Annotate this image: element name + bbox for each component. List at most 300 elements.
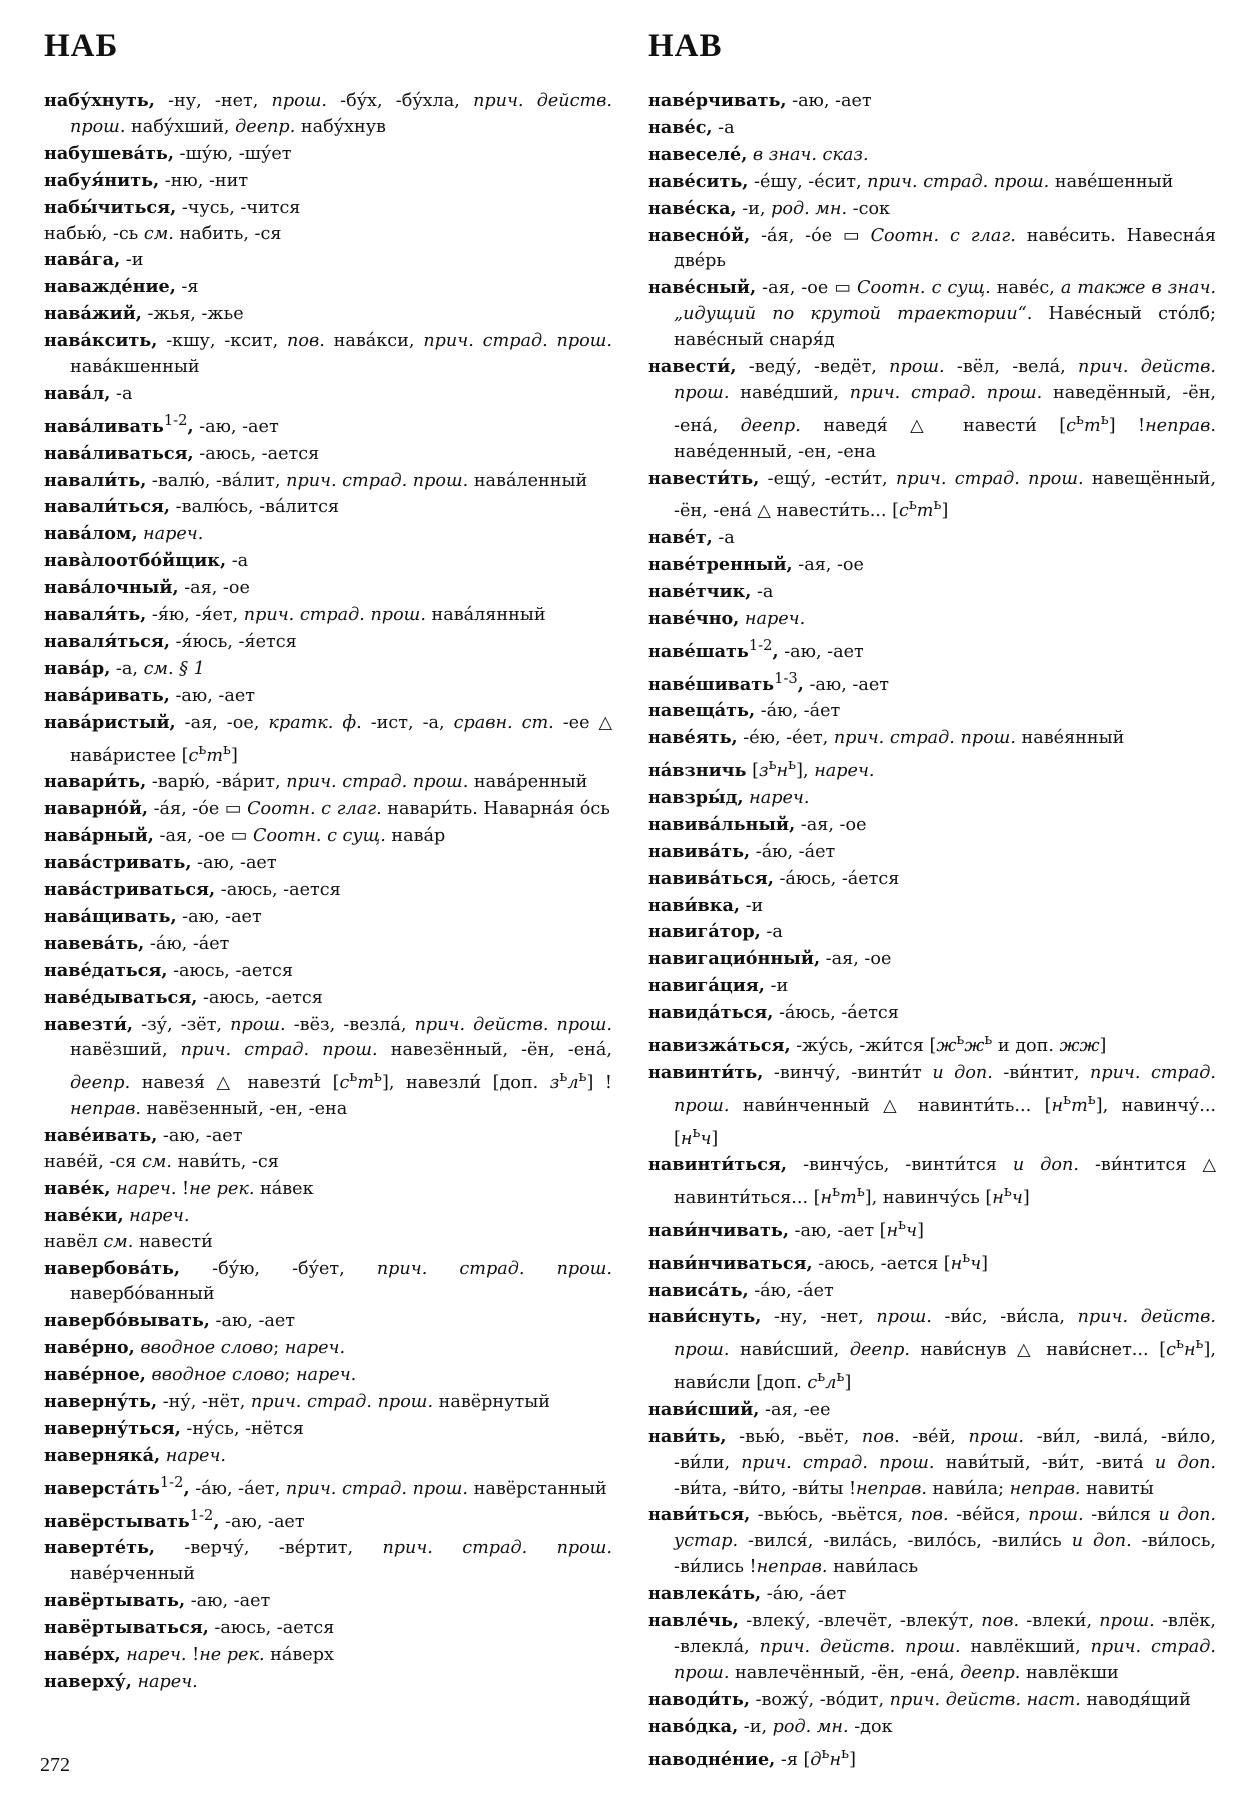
entry-text: ]	[917, 1220, 924, 1241]
grammar-label: прич. страд. прош.	[180, 1040, 378, 1061]
entry-text: -ист, -а,	[361, 712, 454, 733]
entry-text: -и	[740, 895, 764, 916]
entry-text: -аюсь, -ается	[215, 880, 341, 900]
grammar-label: с	[188, 745, 199, 766]
grammar-label: Соотн. с глаг.	[247, 799, 382, 820]
entry-text: -и	[764, 976, 789, 997]
dictionary-entry	[648, 223, 1216, 276]
grammar-label: ж	[936, 1035, 957, 1056]
entry-text: !	[176, 1178, 190, 1199]
superscript: ь	[1175, 1335, 1184, 1353]
entry-text: -аю, -ает	[778, 641, 864, 662]
entry-text: ]	[230, 745, 238, 766]
headword: ,	[183, 1477, 190, 1499]
headword: нава́ливать	[44, 415, 164, 437]
headword: наве́шивать	[648, 673, 775, 695]
superscript: ь	[223, 740, 231, 758]
entry-text: нава́ренный	[468, 772, 588, 793]
dictionary-entry	[44, 823, 612, 850]
grammar-label: нареч.	[814, 761, 875, 782]
entry-text: -аюсь, -ается	[193, 443, 320, 464]
headword: наверну́ть,	[44, 1391, 158, 1413]
entry-text: ]	[1022, 1188, 1030, 1209]
superscript: ь	[692, 1123, 701, 1141]
dictionary-entry	[648, 812, 1216, 839]
page-header-right: НАВ	[648, 28, 723, 64]
entry-text: -а	[751, 582, 774, 603]
headword: наве́т,	[648, 527, 713, 549]
superscript: 1-2	[159, 1473, 184, 1491]
dictionary-entry	[648, 839, 1216, 866]
page-header-left: НАБ	[44, 28, 119, 64]
dictionary-entry	[44, 1642, 612, 1669]
dictionary-entry	[44, 683, 612, 710]
entry-text: наве́янный	[1015, 728, 1125, 749]
grammar-label: прич. действ. наст.	[889, 1689, 1081, 1710]
dictionary-entry	[44, 1615, 612, 1642]
dictionary-entry	[44, 1230, 612, 1256]
grammar-label: сравн. ст.	[453, 712, 554, 733]
grammar-label: ч	[970, 1253, 982, 1274]
headword: набу́хнуть,	[44, 90, 155, 111]
superscript: 1-3	[774, 669, 798, 687]
entry-text: навлёкший,	[960, 1637, 1091, 1658]
dictionary-entry	[648, 1060, 1216, 1152]
dictionary-entry	[648, 1687, 1216, 1714]
entry-text: -ая, -ое	[795, 814, 867, 835]
headword: наве́даться,	[44, 959, 168, 981]
headword: наве́чно,	[648, 607, 740, 629]
dictionary-entry	[44, 1256, 612, 1309]
headword: наве́сить,	[648, 170, 749, 192]
entry-text: набить, -ся	[173, 223, 282, 244]
headword: навива́ть,	[648, 840, 751, 862]
headword: навали́ться,	[44, 496, 171, 518]
entry-text: -аю, -ает	[157, 1126, 243, 1147]
entry-text: наве́дший,	[729, 382, 850, 403]
entry-text: -и,	[736, 198, 772, 219]
superscript: ь	[817, 1368, 826, 1386]
grammar-label: не рек.	[199, 1644, 265, 1665]
grammar-label: прич. страд. прош.	[833, 728, 1016, 749]
headword: нави́ться,	[648, 1504, 751, 1526]
headword: нава́жий,	[44, 303, 142, 325]
entry-text: -е́шу, -е́сит,	[748, 171, 868, 192]
entry-text: -аюсь, -ается	[197, 987, 323, 1008]
headword: нава́ливаться,	[44, 442, 194, 464]
dictionary-entry	[44, 548, 612, 575]
headword: нава́лом,	[44, 523, 138, 545]
headword: наве́рное,	[44, 1364, 146, 1386]
headword: наважде́ние,	[44, 276, 176, 298]
entry-text: -аюсь, -ается	[167, 960, 293, 981]
headword: навинти́ть,	[648, 1061, 764, 1083]
dictionary-entry	[44, 850, 612, 877]
grammar-label: род. мн.	[771, 198, 848, 219]
grammar-label: прич. страд. прош.	[286, 470, 469, 491]
dictionary-entry	[44, 1012, 612, 1123]
superscript: ь	[349, 1068, 358, 1086]
grammar-label: прош.	[889, 357, 945, 378]
grammar-label: Соотн. с сущ.	[857, 278, 991, 299]
grammar-label: прич. страд. прош.	[243, 605, 426, 626]
superscript: ь	[836, 1368, 845, 1386]
dictionary-entry	[44, 1470, 612, 1503]
superscript: ь	[841, 1744, 850, 1762]
grammar-label: прич. страд. прош.	[867, 171, 1050, 192]
entry-text: ], навезли́ [доп.	[382, 1073, 550, 1094]
entry-text: -влеки́,	[1019, 1611, 1100, 1632]
dictionary-entry	[44, 88, 612, 141]
grammar-label: неправ.	[1145, 415, 1216, 436]
entry-text: ]	[941, 501, 949, 522]
superscript: ь	[898, 1215, 907, 1233]
grammar-label: прич. страд. прош.	[849, 382, 1043, 403]
dictionary-entry	[44, 602, 612, 629]
entry-text: нава́ленный	[468, 470, 588, 491]
superscript: ь	[956, 1031, 965, 1049]
entry-text: -влёк, -влекла́,	[674, 1611, 1216, 1658]
grammar-label: а также в знач. „идущий по крутой траектории“	[674, 278, 1217, 325]
grammar-label: н	[820, 1188, 833, 1209]
headword: навига́ция,	[648, 975, 765, 997]
entry-text: -а,	[110, 658, 144, 679]
grammar-label: с	[898, 501, 909, 522]
headword: наве́рчивать,	[648, 90, 787, 111]
entry-text: -аюсь, -ается [	[812, 1253, 951, 1274]
superscript: 1-2	[748, 636, 773, 654]
entry-text: -аю, -ает	[219, 1511, 305, 1532]
superscript: ь	[198, 740, 207, 758]
dictionary-entry	[44, 1335, 612, 1362]
entry-text: наве́денный, -ен, -ена	[674, 441, 876, 462]
superscript: ь	[856, 1183, 865, 1201]
grammar-label: кратк. ф.	[268, 712, 362, 733]
grammar-label: нареч.	[129, 1205, 190, 1226]
entry-text: -я [	[775, 1749, 811, 1770]
entry-text: -аю, -ает	[193, 416, 279, 437]
grammar-label: л	[567, 1073, 579, 1094]
headword: наве́тчик,	[648, 581, 752, 603]
headword: навеселе́,	[648, 143, 748, 165]
headword: навида́ться,	[648, 1002, 774, 1024]
entry-text: -я́ю, -я́ет,	[146, 605, 244, 626]
dictionary-entry	[648, 1581, 1216, 1608]
headword: наве́дываться,	[44, 986, 198, 1008]
entry-text: ], навинчу́... [	[674, 1095, 1217, 1149]
headword: наве́рх,	[44, 1643, 121, 1665]
grammar-label: н	[950, 1253, 963, 1274]
grammar-label: з	[758, 761, 769, 782]
entry-text: -ая, -ое	[178, 578, 250, 599]
grammar-label: н	[992, 1188, 1004, 1209]
grammar-label: с	[807, 1372, 818, 1393]
left-column	[44, 88, 612, 1696]
grammar-label: жж	[1059, 1035, 1100, 1056]
entry-text: наведённый, -ён, -ена́,	[674, 382, 1217, 436]
dictionary-entry	[648, 466, 1216, 526]
dictionary-entry	[648, 1152, 1216, 1212]
entry-text: -я́юсь, -я́ется	[169, 631, 297, 652]
dictionary-entry	[648, 1245, 1216, 1278]
entry-text: навербо́ванный	[70, 1284, 215, 1305]
entry-text: набу́хнув	[295, 116, 386, 137]
dictionary-entry	[44, 381, 612, 408]
dictionary-entry	[648, 633, 1216, 666]
grammar-label: нареч.	[126, 1644, 187, 1665]
entry-text: -ви́та, -ви́то, -ви́ты !	[674, 1478, 857, 1499]
headword: нава́лочный,	[44, 577, 179, 599]
headword: наварно́й,	[44, 798, 148, 820]
dictionary-entry	[44, 195, 612, 222]
entry-text: ],	[796, 761, 815, 782]
entry-text: -а́ю, -а́ет	[750, 841, 836, 862]
dictionary-entry	[44, 441, 612, 468]
entry-text: . Наве́сный сто́лб; наве́сный снаря́д	[674, 304, 1216, 351]
dictionary-entry	[44, 301, 612, 328]
entry-text: навести́	[133, 1231, 213, 1252]
grammar-label: в знач. сказ.	[752, 144, 869, 165]
grammar-label: прич. страд. прош.	[674, 1637, 1217, 1683]
entry-text: ]	[844, 1372, 852, 1393]
superscript: ь	[1100, 410, 1109, 428]
entry-text: ]	[981, 1253, 989, 1274]
grammar-label: с	[339, 1073, 350, 1094]
headword: навига́тор,	[648, 921, 761, 943]
dictionary-entry	[44, 1123, 612, 1150]
grammar-label: прич. страд. прош.	[674, 1062, 1217, 1116]
grammar-label: вводное слово	[151, 1365, 285, 1386]
entry-text: навёрнутый	[433, 1392, 550, 1413]
headword: нава́л,	[44, 382, 111, 404]
entry-text: -а́ю, -а́ет,	[189, 1478, 286, 1499]
superscript: ь	[559, 1068, 568, 1086]
superscript: 1-2	[189, 1506, 214, 1524]
headword: наве́рно,	[44, 1337, 135, 1359]
entry-text: -ви́нтится △ навинти́ться... [	[674, 1155, 1216, 1209]
headword: навлека́ть,	[648, 1583, 762, 1605]
entry-text: -а́ю, -а́ет	[748, 1280, 834, 1301]
entry-text: -а	[712, 528, 735, 549]
headword: нави́нчиваться,	[648, 1252, 813, 1274]
grammar-label: нареч.	[137, 1671, 198, 1692]
dictionary-entry	[44, 274, 612, 301]
dictionary-entry	[648, 666, 1216, 699]
dictionary-entry	[648, 552, 1216, 579]
entry-text: -ви́нтит,	[992, 1062, 1090, 1083]
entry-text: нави́нченный △ навинти́ть... [	[729, 1095, 1052, 1116]
grammar-label: пов.	[981, 1611, 1020, 1632]
superscript: ь	[1076, 410, 1085, 428]
entry-text: -ну́сь, -нётся	[180, 1418, 304, 1439]
superscript: ь	[1195, 1335, 1204, 1353]
superscript: ь	[768, 756, 777, 774]
entry-text: -бу́х, -бу́хла,	[326, 91, 474, 111]
entry-text: -варю́, -ва́рит,	[146, 772, 287, 793]
entry-text: на́век	[254, 1178, 314, 1199]
headword: ,	[772, 640, 779, 662]
entry-text: навезя́ △ навезти́ [	[130, 1073, 340, 1094]
dictionary-entry	[44, 247, 612, 274]
grammar-label: т	[916, 501, 934, 522]
entry-text: -вью́сь, -вьётся,	[750, 1505, 911, 1526]
entry-text: нави́лась	[827, 1557, 919, 1578]
dictionary-entry	[44, 494, 612, 521]
entry-text: -а́я, -о́е ▭	[750, 225, 871, 246]
headword: навива́льный,	[648, 813, 796, 835]
entry-text: навёзший,	[70, 1040, 181, 1061]
grammar-label: прич. страд. прош.	[423, 331, 613, 352]
headword: наве́ска,	[648, 197, 737, 219]
grammar-label: прош.	[876, 1307, 932, 1328]
dictionary-entry	[648, 169, 1216, 196]
grammar-label: т	[357, 1073, 375, 1094]
dictionary-entry	[44, 328, 612, 381]
entry-text: -а	[226, 551, 249, 572]
grammar-label: н	[776, 761, 789, 782]
grammar-label: л	[825, 1372, 837, 1393]
entry-text: ]	[711, 1128, 719, 1149]
dictionary-entry	[648, 973, 1216, 1000]
dictionary-entry	[648, 142, 1216, 169]
grammar-label: нареч.	[744, 608, 806, 629]
headword: навеща́ть,	[648, 700, 756, 722]
entry-text: -а́ю, -а́ет	[761, 1584, 847, 1605]
grammar-label: прош.	[230, 1014, 286, 1035]
entry-text: наве́шенный	[1049, 171, 1174, 192]
dictionary-entry	[648, 1424, 1216, 1503]
grammar-label: з	[549, 1073, 560, 1094]
dictionary-entry	[44, 575, 612, 602]
headword: наво́дка,	[648, 1715, 739, 1737]
entry-text: -шу́ю, -шу́ет	[173, 143, 292, 164]
entry-text: навлёкши	[1020, 1662, 1119, 1683]
dictionary-entry	[44, 468, 612, 495]
entry-text: нава́лянный	[425, 605, 546, 626]
entry-text: -а	[712, 117, 735, 138]
entry-text: ;	[273, 1338, 285, 1359]
entry-text: -вился́, -вила́сь, -вило́сь, -вили́сь	[738, 1531, 1072, 1552]
entry-text: ], навинчу́сь [	[864, 1188, 993, 1209]
entry-text: наве́с,	[990, 278, 1061, 299]
grammar-label: нареч.	[143, 524, 204, 545]
headword: навербо́вывать,	[44, 1310, 210, 1332]
headword: навёртываться,	[44, 1617, 209, 1639]
dictionary-entry	[44, 796, 612, 823]
entry-text: -жу́сь, -жи́тся [	[790, 1035, 937, 1056]
page-number: 272	[40, 1754, 70, 1776]
entry-text: нави́сший,	[729, 1340, 850, 1361]
grammar-label: прош.	[968, 1426, 1024, 1447]
entry-text: нава́р	[385, 826, 446, 847]
grammar-label: нареч.	[749, 787, 810, 808]
headword: навесно́й,	[648, 224, 751, 246]
entry-text: -вёл, -вела́,	[944, 357, 1078, 378]
headword: нави́сший,	[648, 1398, 760, 1420]
entry-text: -сок	[847, 198, 891, 219]
entry-text: на́верх	[264, 1644, 334, 1665]
grammar-label: прич. страд. прош.	[741, 1452, 935, 1473]
entry-text: -ая, -ее	[759, 1399, 831, 1420]
headword: наве́шать	[648, 640, 749, 662]
entry-text: набу́хший,	[125, 116, 236, 137]
dictionary-entry	[44, 1669, 612, 1696]
headword: наве́сный,	[648, 277, 757, 299]
entry-text: навлечённый, -ён, -ена́,	[729, 1662, 961, 1683]
dictionary-entry	[44, 1150, 612, 1176]
grammar-label: н	[886, 1220, 899, 1241]
headword: нава́ристый,	[44, 711, 176, 733]
entry-text: наводя́щий	[1080, 1689, 1191, 1710]
headword: нави́ть,	[648, 1425, 727, 1447]
grammar-label: нареч.	[116, 1178, 177, 1199]
right-column	[648, 88, 1216, 1773]
entry-text: навиты́	[1080, 1478, 1154, 1499]
entry-text: -ве́йся,	[948, 1505, 1029, 1526]
dictionary-entry	[648, 1741, 1216, 1774]
dictionary-entry	[648, 606, 1216, 633]
grammar-label: прич. действ. прош.	[70, 91, 612, 137]
headword: наводне́ние,	[648, 1748, 776, 1770]
headword: навива́ться,	[648, 867, 774, 889]
headword: наве́ивать,	[44, 1125, 158, 1147]
grammar-label: прич. страд. прош.	[895, 468, 1084, 489]
entry-text: -а́юсь, -а́ется	[773, 1003, 899, 1024]
entry-text: -а	[110, 383, 133, 404]
entry-text: навёрстанный	[468, 1478, 607, 1499]
dictionary-entry	[44, 1416, 612, 1443]
grammar-label: д	[810, 1749, 822, 1770]
entry-text: ] !	[1108, 415, 1146, 436]
dictionary-entry	[44, 168, 612, 195]
headword: наверте́ть,	[44, 1537, 156, 1559]
entry-text: !	[186, 1644, 200, 1665]
superscript: ь	[908, 496, 917, 514]
entry-text: -вью́, -вьёт,	[726, 1426, 862, 1447]
grammar-label: пов.	[287, 331, 325, 352]
entry-text: -влеку́, -влечёт, -влеку́т,	[739, 1611, 982, 1632]
grammar-label: прич. действ. прош.	[674, 1307, 1216, 1361]
superscript: ь	[962, 1248, 971, 1266]
dictionary-entry	[648, 893, 1216, 920]
grammar-label: неправ.	[70, 1099, 141, 1120]
entry-text: -ве́й,	[899, 1426, 969, 1447]
dictionary-entry	[648, 866, 1216, 893]
grammar-label: прич. страд. прош.	[285, 1478, 469, 1499]
dictionary-entry	[648, 698, 1216, 725]
dictionary-entry	[44, 1503, 612, 1536]
grammar-label: и доп.	[932, 1062, 993, 1083]
headword: набы́читься,	[44, 196, 177, 218]
grammar-label: нареч.	[284, 1338, 346, 1359]
headword: наве́тренный,	[648, 554, 793, 576]
headword: нава́стривать,	[44, 852, 192, 874]
entry-text: -ая, -ое ▭	[756, 278, 858, 299]
dictionary-entry	[648, 579, 1216, 606]
grammar-label: см. § 1	[143, 658, 205, 679]
grammar-label: нареч.	[165, 1445, 226, 1466]
entry-text: -ее △ нава́ристее [	[70, 712, 613, 766]
entry-text: ], нави́сли [доп.	[674, 1340, 1216, 1393]
entry-text: -а	[760, 922, 783, 943]
grammar-label: неправ.	[856, 1478, 927, 1499]
headword: навизжа́ться,	[648, 1034, 791, 1056]
grammar-label: ж	[964, 1035, 985, 1056]
entry-text: -зу́, -зёт,	[133, 1014, 231, 1035]
headword: нава́рный,	[44, 825, 154, 847]
entry-text: ]	[849, 1749, 856, 1770]
entry-text: -а́я, -о́е ▭	[148, 799, 248, 820]
